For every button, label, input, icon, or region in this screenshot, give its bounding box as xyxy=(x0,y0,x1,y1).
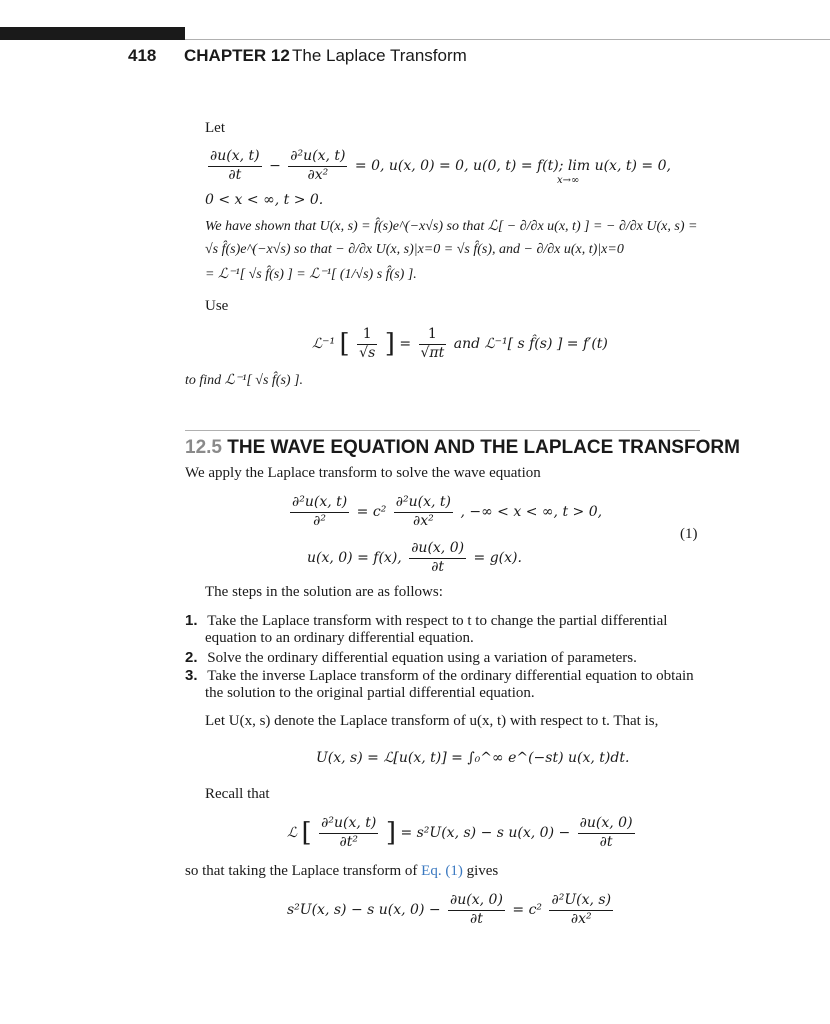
step-number: 3. xyxy=(185,667,198,684)
header-rule xyxy=(185,39,830,40)
step-3-cont: the solution to the original partial differential equation. xyxy=(205,685,535,701)
use-formula-and: and ℒ⁻¹[ s f̂(s) ] = f′(t) xyxy=(453,336,608,352)
recall-text: Recall that xyxy=(205,786,270,802)
section-intro: We apply the Laplace transform to solve the wave equation xyxy=(185,465,541,481)
so-that-line xyxy=(185,863,498,880)
recall-formula: ℒ [ $\frac{\text{∂²u(x, t)}}{\text{∂t²}}$ ] = s²U(x, s) − s u(x, 0) − $\frac{\partial u(x, 0)}{\partial t}$ xyxy=(287,815,633,850)
wave-domain: , −∞ < x < ∞, t > 0, xyxy=(460,504,603,520)
final-rhs-den: ∂x² xyxy=(549,910,613,929)
section-rule xyxy=(185,430,700,431)
so-that-post: gives xyxy=(462,863,499,879)
initial-conditions xyxy=(307,540,522,576)
equation-link[interactable]: Eq. (1) xyxy=(421,863,463,879)
use-rhs-num: 1 xyxy=(427,326,437,342)
problem-use: Use xyxy=(205,298,229,314)
use-frac-num: 1 xyxy=(362,326,372,342)
recall-lhs: ℒ xyxy=(287,825,298,841)
final-num: ∂u(x, 0) xyxy=(450,892,503,908)
final-equation xyxy=(287,892,616,928)
recall-rhs-den: ∂t xyxy=(578,833,635,852)
ic-frac-num: ∂u(x, 0) xyxy=(411,540,465,556)
use-formula: ℒ⁻¹ [ $\frac{1}{√s}$ ] = $\frac{1}{√\pi t}$ and ℒ⁻¹[ s f̂(s) ] = f′(t) xyxy=(312,326,608,361)
ic-left: u(x, 0) = f(x), xyxy=(307,550,402,566)
recall-num: ∂²u(x, t) xyxy=(321,815,377,831)
lim-subscript: x→∞ xyxy=(557,175,580,186)
so-that-pre: so that taking the Laplace transform of xyxy=(185,863,422,879)
step-1-cont: equation to an ordinary differential equation. xyxy=(205,630,474,646)
pde-conditions: = 0, u(x, 0) = 0, u(0, t) = f(t); lim u(x, t) = 0, xyxy=(354,158,671,174)
chapter-title: The Laplace Transform xyxy=(292,46,467,65)
header-bar xyxy=(0,27,185,40)
step-number: 2. xyxy=(185,649,198,666)
use-rhs-den: √πt xyxy=(420,344,445,361)
equation-label: (1) xyxy=(680,526,698,542)
step-text: Solve the ordinary differential equation using a variation of parameters. xyxy=(207,650,637,666)
page-number: 418 xyxy=(128,46,157,65)
chapter-label: CHAPTER 12 xyxy=(184,46,290,65)
ic-right: = g(x). xyxy=(473,550,522,566)
pde-num-2: ∂²u(x, t) xyxy=(290,148,346,164)
wave-rhs-num: ∂²u(x, t) xyxy=(395,494,451,510)
transform-definition: U(x, s) = ℒ[u(x, t)] = ∫₀^∞ e^(−st) u(x, t)dt. xyxy=(316,750,630,766)
use-formula-left: ℒ⁻¹ xyxy=(312,336,336,352)
problem-line-2: √s f̂(s)e^(−x√s) so that − ∂/∂x U(x, s)|x=0 = √s f̂(s), and − ∂/∂x u(x, t)|x=0 xyxy=(205,242,624,257)
section-heading xyxy=(185,437,740,459)
step-2 xyxy=(185,649,637,667)
to-find: to find ℒ⁻¹[ √s f̂(s) ]. xyxy=(185,373,304,388)
step-3 xyxy=(185,667,694,685)
recall-rhs: = s²U(x, s) − s u(x, 0) − xyxy=(400,825,571,841)
wave-mid: = c² xyxy=(356,504,387,520)
problem-line-3: = ℒ⁻¹[ √s f̂(s) ] = ℒ⁻¹[ (1/√s) s f̂(s) ]. xyxy=(205,267,417,282)
wave-lhs-den: ∂² xyxy=(290,512,349,531)
pde-den-1: ∂t xyxy=(208,166,262,185)
wave-equation xyxy=(287,494,602,530)
problem-line-1: We have shown that U(x, s) = f̂(s)e^(−x√s) so that ℒ[ − ∂/∂x u(x, t) ] = − ∂/∂x U(x, s) = xyxy=(205,219,698,234)
recall-den: ∂t² xyxy=(319,833,378,852)
wave-lhs-num: ∂²u(x, t) xyxy=(292,494,348,510)
pde-den-2: ∂x² xyxy=(288,166,347,185)
pde-line: $\frac{\partial u(x, t)}{\partial t}$ − $\frac{\text{∂²u(x, t)}}{\text{∂x²}}$ = 0, u(x, 0) = 0, u(0, t) = f(t); lim u(x, t) = 0, xyxy=(210,148,671,183)
recall-rhs-num: ∂u(x, 0) xyxy=(579,815,633,831)
problem-let: Let xyxy=(205,120,225,136)
wave-rhs-den: ∂x² xyxy=(394,512,453,531)
final-mid: = c² xyxy=(512,902,543,918)
step-text: Take the inverse Laplace transform of the ordinary differential equation to obtain xyxy=(207,668,694,684)
pde-num-1: ∂u(x, t) xyxy=(210,148,260,164)
step-number: 1. xyxy=(185,612,198,629)
section-number: 12.5 xyxy=(185,437,222,458)
steps-intro: The steps in the solution are as follows: xyxy=(205,584,443,600)
final-den: ∂t xyxy=(448,910,505,929)
step-1 xyxy=(185,612,667,630)
final-rhs-num: ∂²U(x, s) xyxy=(551,892,612,908)
let-U: Let U(x, s) denote the Laplace transform of u(x, t) with respect to t. That is, xyxy=(205,713,659,729)
final-lhs: s²U(x, s) − s u(x, 0) − xyxy=(287,902,441,918)
section-title: THE WAVE EQUATION AND THE LAPLACE TRANSFORM xyxy=(227,437,740,458)
pde-domain: 0 < x < ∞, t > 0. xyxy=(205,192,324,208)
use-frac-den: √s xyxy=(359,344,376,361)
ic-frac-den: ∂t xyxy=(409,558,466,577)
step-text: Take the Laplace transform with respect to t to change the partial differential xyxy=(207,613,668,629)
